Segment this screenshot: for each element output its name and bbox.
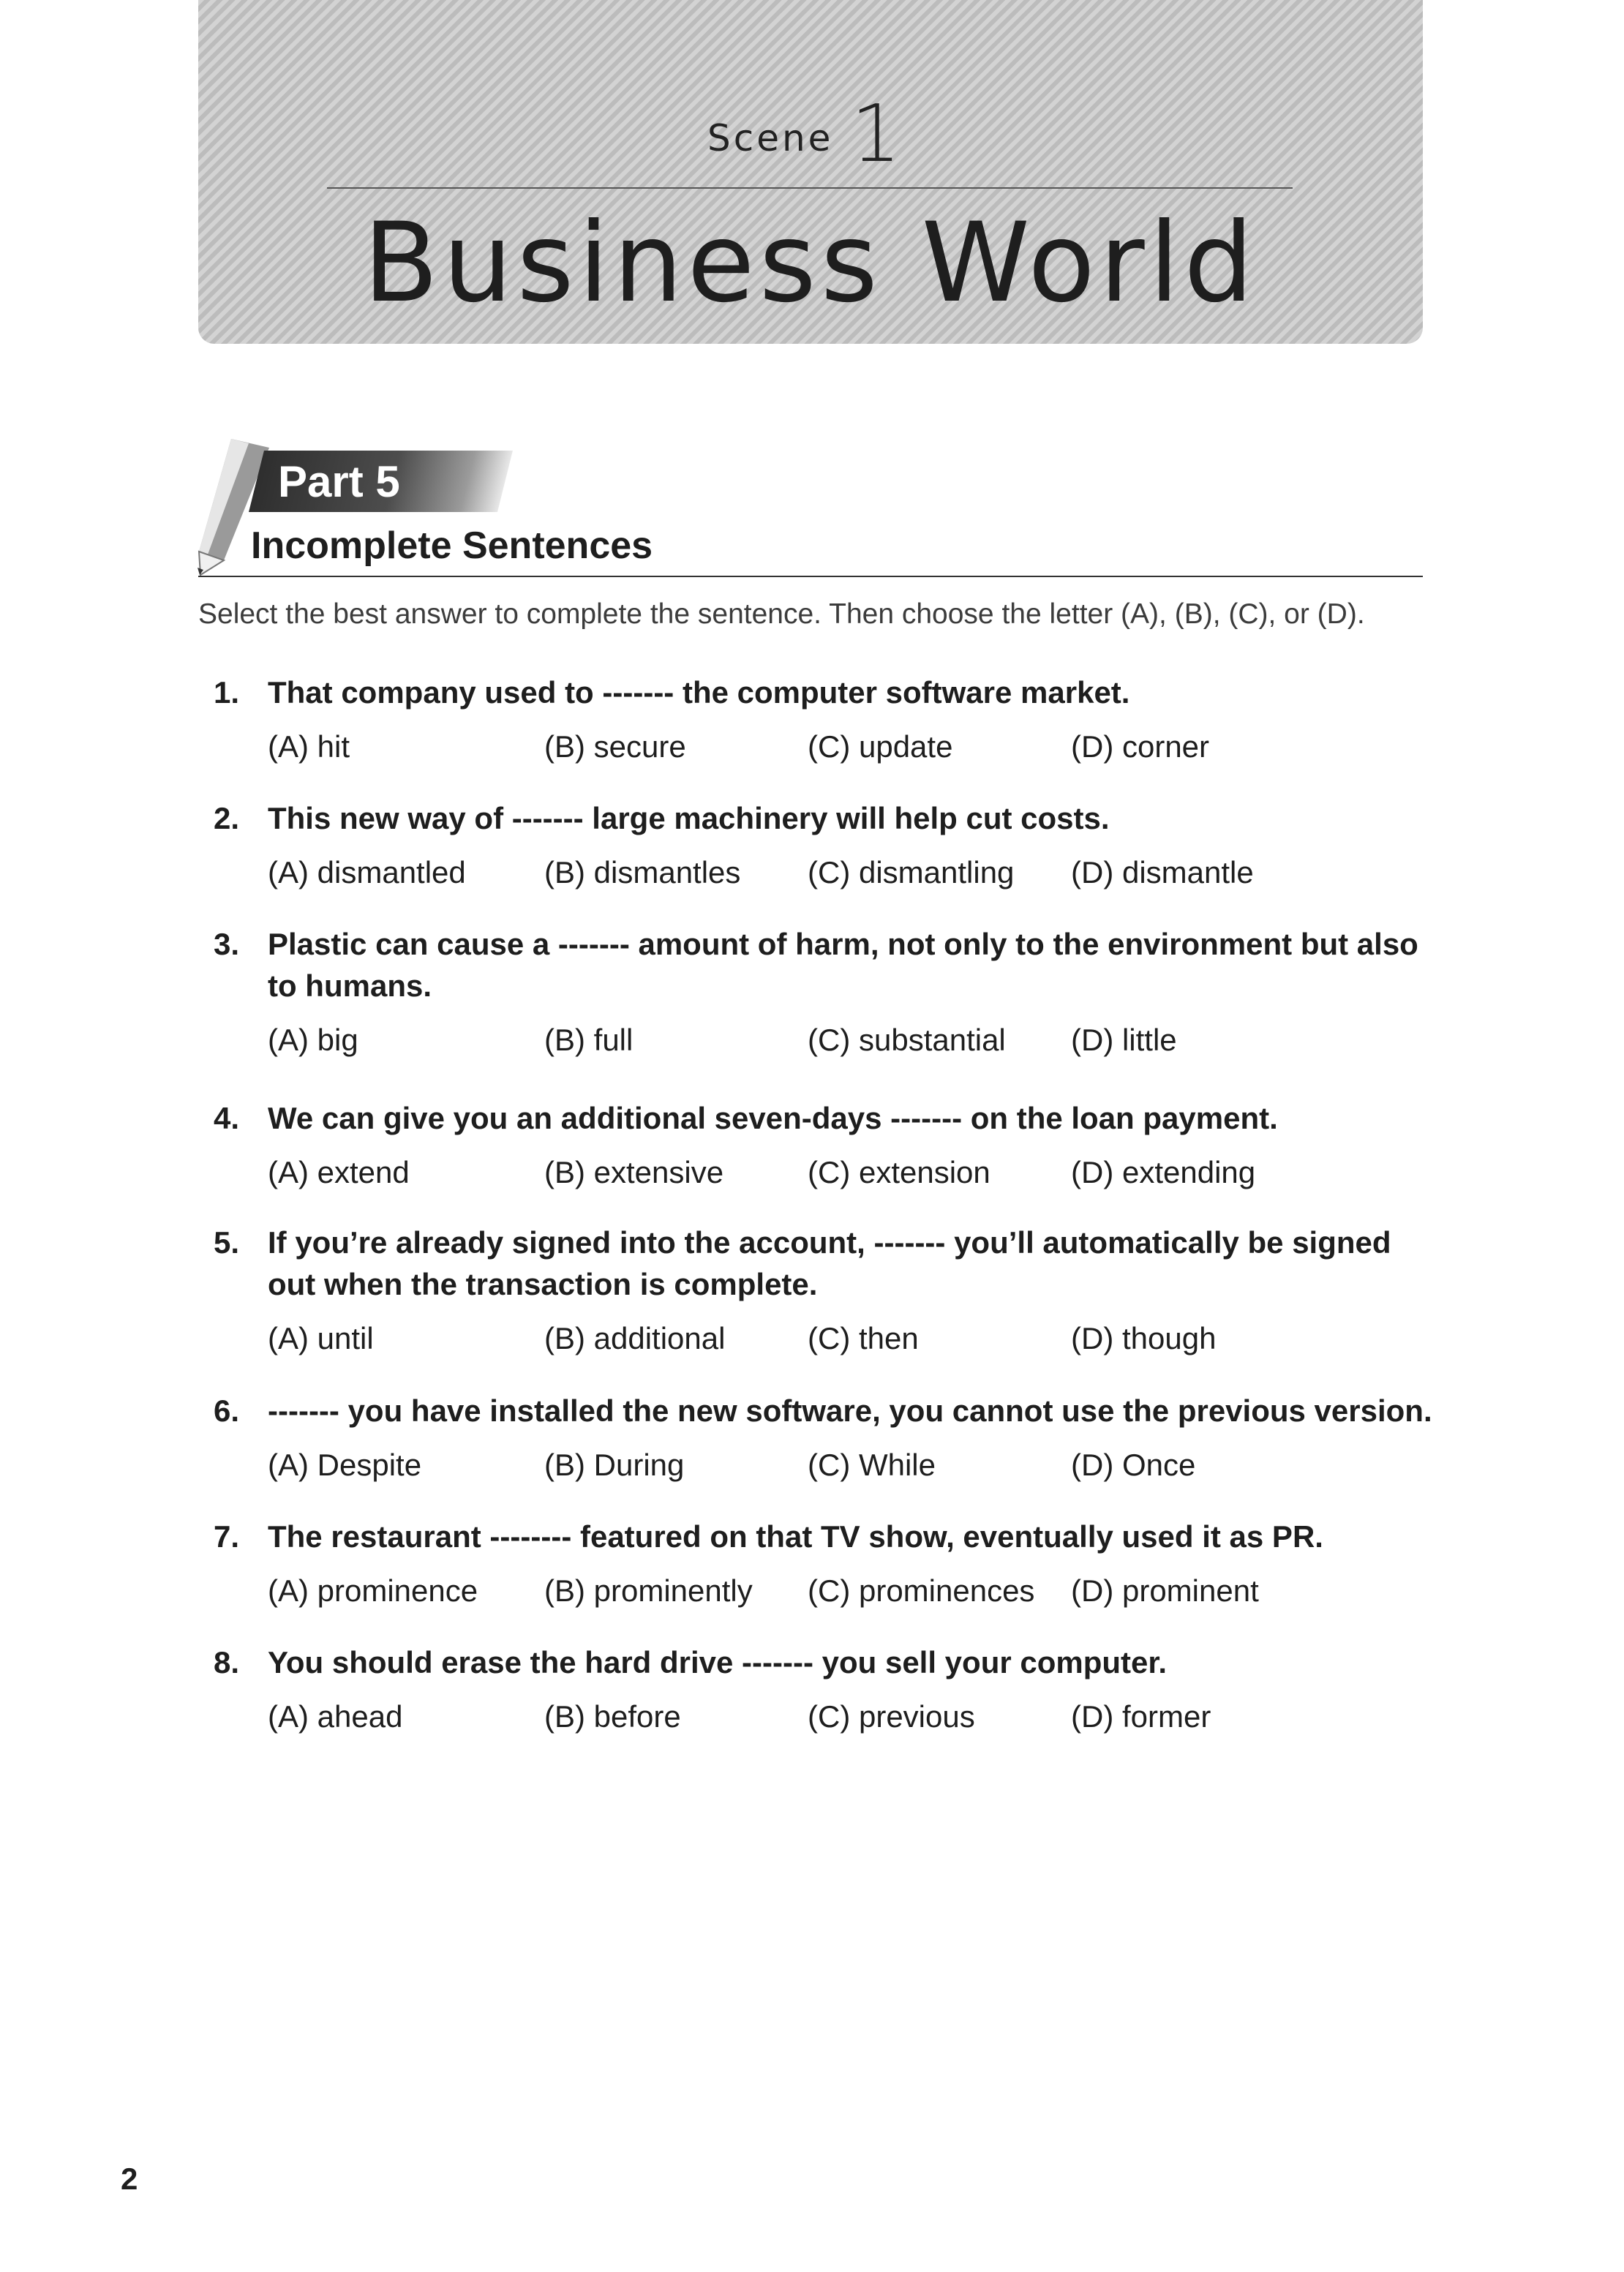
answer-option-b[interactable]: (B) additional <box>544 1321 726 1355</box>
question-text: ------- you have installed the new software, you cannot use the previous version. <box>268 1393 1432 1428</box>
answer-option-b[interactable]: (B) prominently <box>544 1573 753 1608</box>
scene-label: Scene <box>707 117 834 159</box>
answer-option-a[interactable]: (A) until <box>268 1321 374 1355</box>
answer-option-c[interactable]: (C) prominences <box>808 1573 1035 1608</box>
section-divider <box>198 576 1423 577</box>
question-text: The restaurant -------- featured on that TV show, eventually used it as PR. <box>268 1519 1323 1554</box>
answer-option-c[interactable]: (C) dismantling <box>808 855 1015 889</box>
answer-option-c[interactable]: (C) While <box>808 1448 936 1482</box>
question-text: If you’re already signed into the account, ------- you’ll automatically be signed out when the transaction is complete. <box>268 1225 1391 1301</box>
answer-option-a[interactable]: (A) Despite <box>268 1448 422 1482</box>
answer-option-b[interactable]: (B) full <box>544 1023 634 1057</box>
question-text: Plastic can cause a ------- amount of harm, not only to the environment but also to humans. <box>268 927 1418 1003</box>
question-number: 2. <box>214 801 240 835</box>
answer-option-a[interactable]: (A) big <box>268 1023 358 1057</box>
question-number: 7. <box>214 1519 240 1554</box>
scene-number: 1 <box>851 89 901 180</box>
answer-option-c[interactable]: (C) update <box>808 729 953 764</box>
answer-option-d[interactable]: (D) prominent <box>1071 1573 1259 1608</box>
answer-option-b[interactable]: (B) extensive <box>544 1155 724 1189</box>
answer-option-d[interactable]: (D) little <box>1071 1023 1177 1057</box>
answer-option-c[interactable]: (C) substantial <box>808 1023 1006 1057</box>
answer-option-b[interactable]: (B) During <box>544 1448 685 1482</box>
answer-option-d[interactable]: (D) former <box>1071 1699 1211 1734</box>
question-text: You should erase the hard drive ------- you sell your computer. <box>268 1645 1168 1679</box>
section-title: Incomplete Sentences <box>251 524 653 567</box>
question-number: 3. <box>214 927 240 961</box>
question-text: This new way of ------- large machinery will help cut costs. <box>268 801 1110 835</box>
answer-option-d[interactable]: (D) corner <box>1071 729 1210 764</box>
scene-title: Business World <box>363 200 1258 327</box>
page-number: 2 <box>121 2162 138 2196</box>
answer-option-a[interactable]: (A) extend <box>268 1155 410 1189</box>
answer-option-a[interactable]: (A) hit <box>268 729 350 764</box>
answer-option-c[interactable]: (C) then <box>808 1321 919 1355</box>
answer-option-c[interactable]: (C) previous <box>808 1699 975 1734</box>
answer-option-b[interactable]: (B) secure <box>544 729 686 764</box>
answer-option-d[interactable]: (D) Once <box>1071 1448 1196 1482</box>
question-text: That company used to ------- the computer software market. <box>268 675 1130 710</box>
answer-option-d[interactable]: (D) though <box>1071 1321 1217 1355</box>
answer-option-c[interactable]: (C) extension <box>808 1155 990 1189</box>
answer-option-d[interactable]: (D) dismantle <box>1071 855 1254 889</box>
answer-option-d[interactable]: (D) extending <box>1071 1155 1256 1189</box>
answer-option-b[interactable]: (B) before <box>544 1699 681 1734</box>
answer-option-a[interactable]: (A) ahead <box>268 1699 403 1734</box>
question-number: 1. <box>214 675 240 710</box>
banner-divider <box>327 187 1293 189</box>
question-number: 6. <box>214 1393 240 1428</box>
question-number: 4. <box>214 1101 240 1135</box>
answer-option-a[interactable]: (A) dismantled <box>268 855 466 889</box>
part-label: Part 5 <box>278 457 400 506</box>
instructions: Select the best answer to complete the sentence. Then choose the letter (A), (B), (C), or (D). <box>198 598 1365 630</box>
question-text: We can give you an additional seven-days ------- on the loan payment. <box>268 1101 1278 1135</box>
answer-option-b[interactable]: (B) dismantles <box>544 855 741 889</box>
answer-option-a[interactable]: (A) prominence <box>268 1573 478 1608</box>
question-number: 5. <box>214 1225 240 1260</box>
question-number: 8. <box>214 1645 240 1679</box>
